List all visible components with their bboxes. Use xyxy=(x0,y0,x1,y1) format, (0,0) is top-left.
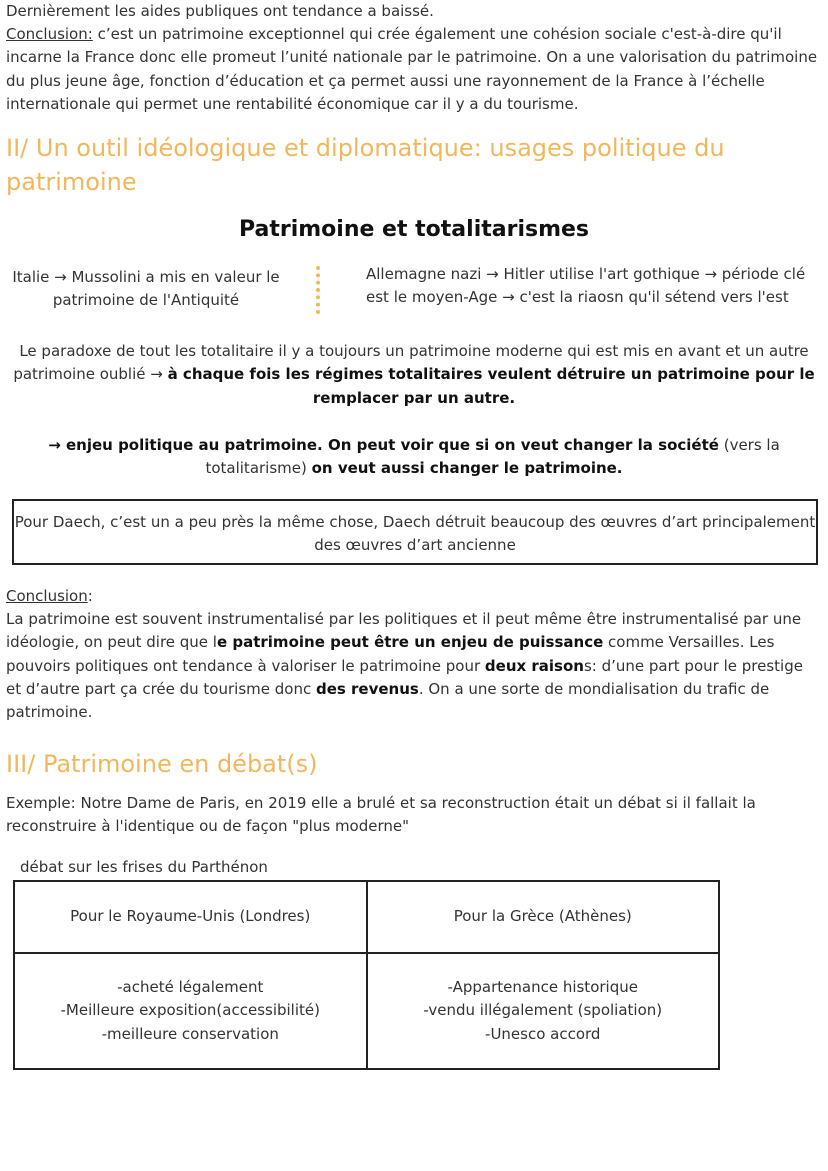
section2-conclusion-label-line xyxy=(6,585,822,608)
enjeu-paragraph xyxy=(10,434,818,481)
section-heading-2: II/ Un outil idéologique et diplomatique: usages politique du patrimoine xyxy=(6,134,725,196)
italy-column: Italie → Mussolini a mis en valeur le patrimoine de l'Antiquité xyxy=(12,268,280,310)
conc-bold-2: deux raison xyxy=(484,656,584,675)
uk-arguments-cell xyxy=(14,953,367,1069)
greece-header-cell: Pour la Grèce (Athènes) xyxy=(367,881,720,953)
uk-argument: -acheté légalement xyxy=(117,978,264,997)
conc-bold-1: e patrimoine peut être un enjeu de puissance xyxy=(216,633,604,652)
uk-argument: -meilleure conservation xyxy=(101,1024,279,1043)
parthenon-debate-table xyxy=(13,880,720,1070)
greece-argument: -Appartenance historique xyxy=(447,978,638,997)
conc-bold-3: des revenus xyxy=(315,679,419,698)
subheading-totalitarismes: Patrimoine et totalitarismes xyxy=(238,217,590,242)
enjeu-bold-2: on veut aussi changer le patrimoine. xyxy=(311,459,623,478)
greece-argument: -Unesco accord xyxy=(485,1024,601,1043)
daech-box: Pour Daech, c’est un a peu près la même chose, Daech détruit beaucoup des œuvres d’art principalement des œuvres d’art ancienne xyxy=(12,499,818,565)
intro-conclusion xyxy=(6,23,822,116)
section-heading-3: III/ Patrimoine en débat(s) xyxy=(6,750,318,778)
conc-text-3: s: d’une part pour le prestige et d’autre part ça crée du tourisme donc xyxy=(6,656,803,698)
notre-dame-example: Exemple: Notre Dame de Paris, en 2019 elle a brulé et sa reconstruction était un débat si il fallait la reconstruire à l'identique ou de façon "plus moderne" xyxy=(6,794,756,836)
conclusion-label: Conclusion: xyxy=(6,25,93,43)
conc-text-2: comme Versailles. Les pouvoirs politiques ont tendance à valoriser le patrimoine pour xyxy=(6,633,775,675)
enjeu-bold-1: enjeu politique au patrimoine. On peut voir que si on veut changer la société xyxy=(66,436,719,454)
section2-conclusion-text xyxy=(6,608,822,724)
germany-column: Allemagne nazi → Hitler utilise l'art gothique → période clé est le moyen-Age → c'est la riaosn qu'il sétend vers l'est xyxy=(366,265,806,307)
greece-arguments-cell xyxy=(367,953,720,1069)
greece-argument: -vendu illégalement (spoliation) xyxy=(423,1001,663,1020)
enjeu-text: (vers la totalitarisme) xyxy=(205,436,780,478)
conclusion-colon: : xyxy=(87,587,93,605)
intro-line: Dernièrement les aides publiques ont tendance a baissé. xyxy=(6,2,434,20)
conc-text-1: La patrimoine est souvent instrumentalisé par les politiques et il peut même être instrumentalisé par une idéologie, on peut dire que l xyxy=(6,610,802,652)
paradox-paragraph xyxy=(10,340,818,410)
uk-argument: -Meilleure exposition(accessibilité) xyxy=(60,1001,320,1020)
conclusion-label-2: Conclusion xyxy=(6,587,88,605)
conc-text-4: . On a une sorte de mondialisation du trafic de patrimoine. xyxy=(6,679,770,722)
conclusion-text: c’est un patrimoine exceptionnel qui crée également une cohésion sociale c'est-à-dire qu'il incarne la France donc elle promeut l’unité nationale par le patrimoine. On a une valorisation du patrimoine du plus jeune âge, fonction d’éducation et ça permet aussi une rayonnement de la France à l’échelle internationale qui permet une rentabilité économique car il y a du tourisme. xyxy=(6,25,818,113)
table-caption: débat sur les frises du Parthénon xyxy=(20,858,268,876)
paradox-bold: à chaque fois les régimes totalitaires veulent détruire un patrimoine pour le remplacer par un autre. xyxy=(167,365,815,407)
enjeu-arrow: → xyxy=(48,436,66,454)
paradox-text: Le paradoxe de tout les totalitaire il y a toujours un patrimoine moderne qui est mis en avant et un autre patrimoine oublié → xyxy=(13,342,809,384)
column-divider xyxy=(316,266,324,314)
uk-header-cell: Pour le Royaume-Unis (Londres) xyxy=(14,881,367,953)
